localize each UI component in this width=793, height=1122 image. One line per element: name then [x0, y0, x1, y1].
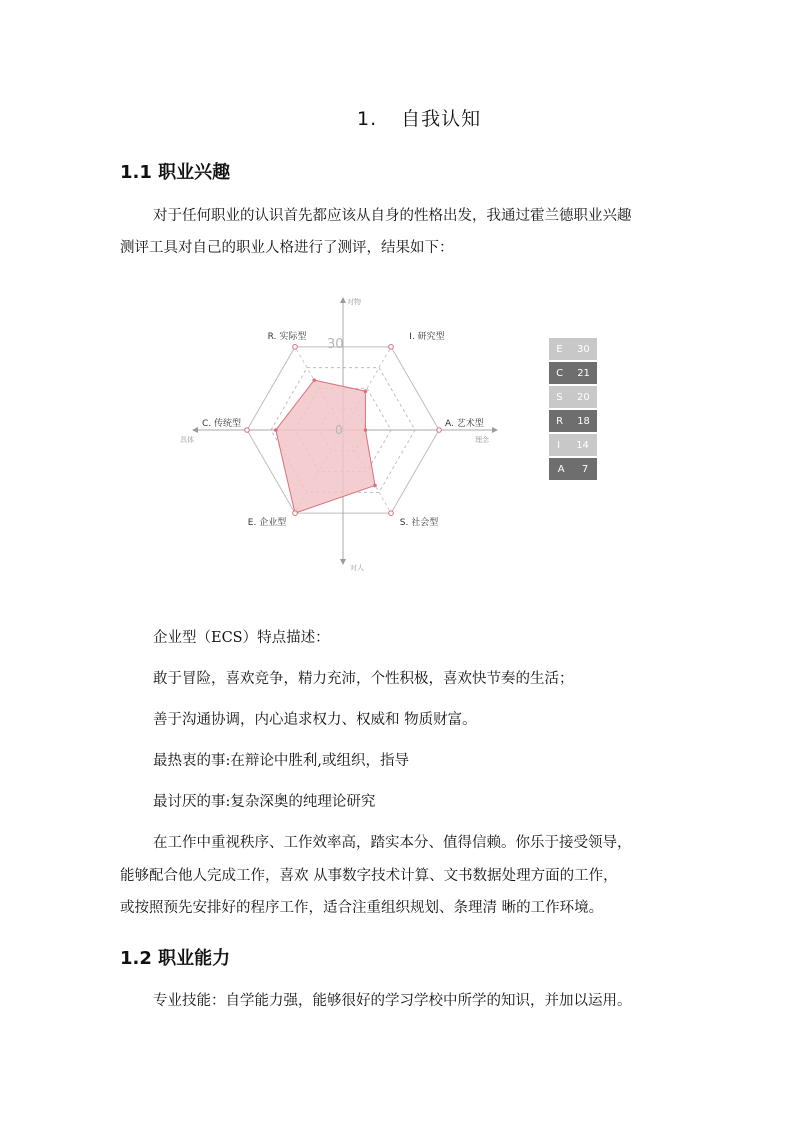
radar-dimension-label: E. 企业型 — [247, 518, 287, 529]
score-code: A — [557, 463, 565, 475]
section-heading-1-1: 1.1 职业兴趣 — [120, 162, 231, 183]
radar-vertex-marker — [293, 511, 298, 516]
holland-radar-chart — [150, 290, 610, 580]
description-para-line-3: 或按照预先安排好的程序工作，适合注重组织规划、条理清 晰的工作环境。 — [120, 900, 604, 916]
radar-vertex-marker — [389, 511, 394, 516]
radar-svg — [150, 290, 610, 580]
axis-label-right: 理念 — [475, 436, 489, 444]
radar-dimension-label: A. 艺术型 — [445, 419, 484, 429]
description-line-4: 最讨厌的事:复杂深奥的纯理论研究 — [153, 794, 376, 810]
description-line-1: 敢于冒险，喜欢竞争，精力充沛，个性积极，喜欢快节奏的生活； — [153, 671, 574, 687]
description-line-3: 最热衷的事:在辩论中胜利,或组织，指导 — [153, 753, 409, 769]
radar-dimension-label: S. 社会型 — [399, 518, 439, 529]
intro-line-2: 测评工具对自己的职业人格进行了测评，结果如下： — [120, 240, 454, 256]
description-para-line-2: 能够配合他人完成工作，喜欢 从事数字技术计算、文书数据处理方面的工作， — [120, 868, 618, 884]
radar-vertex-marker — [437, 428, 442, 433]
section-heading-1-2: 1.2 职业能力 — [120, 948, 231, 969]
intro-line-1: 对于任何职业的认识首先都应该从自身的性格出发，我通过霍兰德职业兴趣 — [153, 208, 632, 224]
score-value: 14 — [576, 439, 589, 451]
score-code: E — [556, 343, 563, 355]
radar-data-point — [312, 378, 316, 382]
score-code: I — [557, 439, 561, 451]
score-value: 20 — [577, 391, 590, 403]
score-code: S — [556, 391, 563, 403]
radar-dimension-label: C. 传统型 — [201, 419, 241, 429]
radar-vertex-marker — [293, 345, 298, 350]
score-row-i — [549, 434, 597, 456]
score-row-r — [549, 410, 597, 432]
type-description-heading: 企业型（ECS）特点描述： — [153, 630, 330, 646]
title-number: 1. — [357, 108, 378, 130]
radar-vertex-marker — [245, 428, 250, 433]
axis-label-top: 对物 — [347, 298, 361, 306]
radar-data-point — [274, 428, 278, 432]
radar-vertex-marker — [389, 345, 394, 350]
page-title — [357, 104, 481, 131]
description-line-2: 善于沟通协调，内心追求权力、权威和 物质财富。 — [153, 712, 477, 728]
radar-data-point — [373, 484, 377, 488]
radar-dimension-label: I. 研究型 — [409, 331, 445, 342]
scale-max-label: 30 — [327, 337, 344, 352]
score-value: 7 — [581, 463, 589, 475]
axis-label-left: 具体 — [180, 436, 194, 444]
scale-min-label: 0 — [335, 423, 343, 437]
score-row-a — [549, 458, 597, 480]
axis-label-bottom: 对人 — [350, 564, 364, 572]
radar-data-point — [364, 428, 368, 432]
score-row-c — [549, 362, 597, 384]
radar-dimension-label: R. 实际型 — [267, 331, 307, 342]
score-row-e — [549, 338, 597, 360]
skills-line-1: 专业技能：自学能力强，能够很好的学习学校中所学的知识，并加以运用。 — [153, 993, 632, 1009]
score-value: 18 — [577, 415, 590, 427]
title-text: 自我认知 — [401, 108, 482, 130]
score-row-s — [549, 386, 597, 408]
score-ranking-list — [549, 338, 597, 482]
score-code: C — [556, 367, 564, 379]
radar-data-point — [364, 389, 368, 393]
score-value: 21 — [577, 367, 590, 379]
radar-data-area — [276, 380, 375, 513]
score-code: R — [556, 415, 564, 427]
score-value: 30 — [577, 343, 590, 355]
description-para-line-1: 在工作中重视秩序、工作效率高，踏实本分、值得信赖。你乐于接受领导， — [153, 835, 632, 851]
